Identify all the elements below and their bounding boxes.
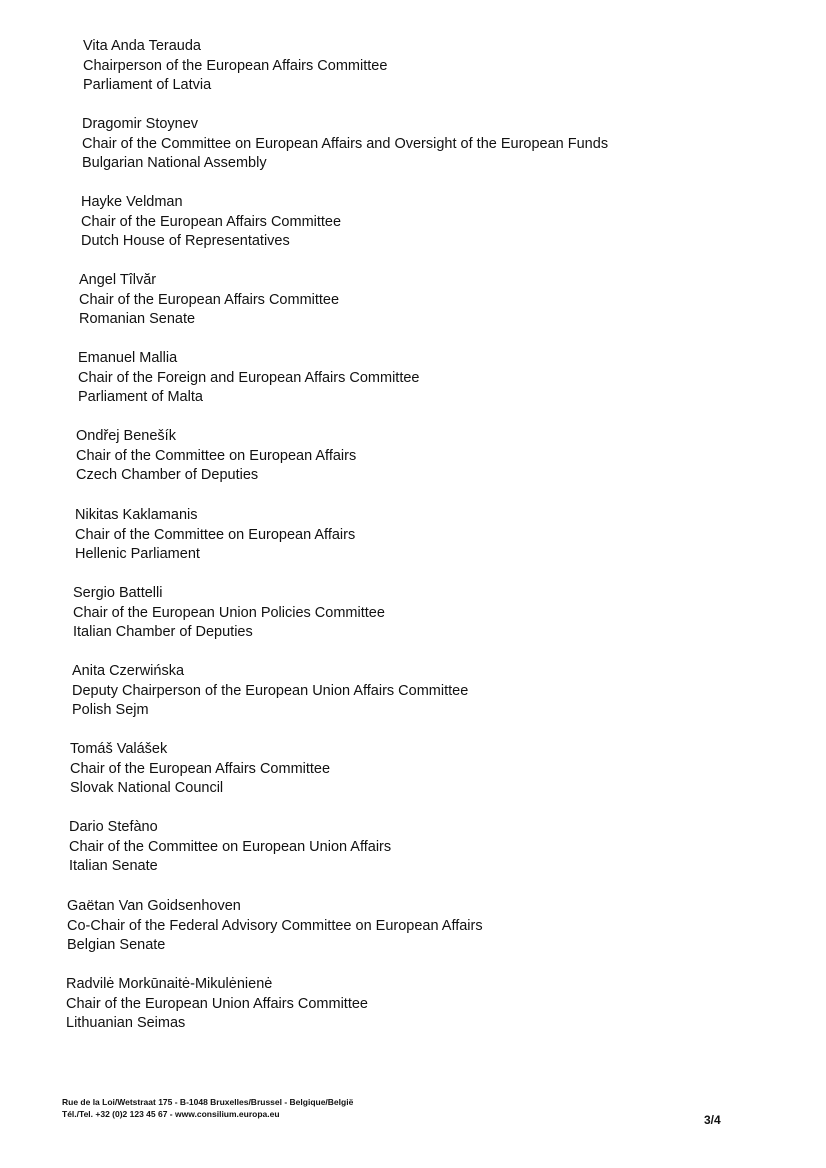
signatory-name: Dario Stefàno [69, 819, 158, 835]
signatory-title: Chair of the European Affairs Committee [70, 760, 331, 777]
signatory-institution: Slovak National Council [70, 780, 224, 796]
signatory-institution: Parliament of Malta [78, 389, 203, 405]
footer-address-line: Rue de la Loi/Wetstraat 175 - B-1048 Bruxelles/Brussel - Belgique/België [62, 1097, 354, 1107]
signatory-entry [82, 115, 608, 174]
signatory-title: Chair of the Committee on European Affairs [75, 526, 356, 543]
signatory-name: Dragomir Stoynev [82, 116, 199, 132]
signatory-entry [78, 349, 419, 408]
signatory-institution: Dutch House of Representatives [81, 233, 290, 249]
signatory-title: Chair of the European Affairs Committee [79, 291, 340, 308]
signatory-name: Gaëtan Van Goidsenhoven [67, 898, 241, 914]
signatory-institution: Italian Chamber of Deputies [73, 624, 253, 640]
signatory-name: Vita Anda Terauda [83, 38, 201, 54]
footer-contact-line: Tél./Tel. +32 (0)2 123 45 67 - www.consilium.europa.eu [62, 1109, 280, 1119]
signatory-institution: Italian Senate [69, 858, 158, 874]
signatory-entry [66, 975, 368, 1034]
signatory-institution: Parliament of Latvia [83, 77, 212, 93]
signatory-title: Chair of the European Union Policies Committee [73, 604, 385, 621]
signatory-title: Chair of the Committee on European Affairs [76, 447, 357, 464]
signatory-title: Chair of the European Affairs Committee [81, 213, 342, 230]
signatory-institution: Belgian Senate [67, 937, 166, 953]
signatory-institution: Romanian Senate [79, 311, 196, 327]
signatory-name: Sergio Battelli [73, 585, 163, 601]
signatory-entry [79, 271, 339, 330]
signatory-title: Chair of the Committee on European Union Affairs [69, 838, 392, 855]
signatory-entry [76, 427, 356, 486]
signatory-institution: Bulgarian National Assembly [82, 155, 267, 171]
signatory-title: Chairperson of the European Affairs Committee [83, 57, 388, 74]
signatory-name: Hayke Veldman [81, 194, 183, 210]
signatory-entry [73, 584, 385, 643]
signatory-institution: Lithuanian Seimas [66, 1015, 186, 1031]
footer-address [62, 1096, 353, 1120]
signatory-title: Co-Chair of the Federal Advisory Committee on European Affairs [67, 917, 483, 934]
signatory-entry [72, 662, 468, 721]
signatory-name: Nikitas Kaklamanis [75, 507, 198, 523]
signatory-name: Tomáš Valášek [70, 741, 168, 757]
signatory-title: Chair of the European Union Affairs Committee [66, 995, 368, 1012]
signatory-entry [75, 506, 355, 565]
signatory-entry [67, 897, 483, 956]
signatory-institution: Hellenic Parliament [75, 546, 200, 562]
signatory-name: Radvilė Morkūnaitė-Mikulėnienė [66, 976, 273, 992]
signatory-entry [81, 193, 341, 252]
signatory-name: Ondřej Benešík [76, 428, 176, 444]
signatory-entry [83, 37, 387, 96]
signatory-title: Chair of the Committee on European Affairs and Oversight of the European Funds [82, 135, 609, 152]
page-number: 3/4 [704, 1113, 721, 1127]
signatory-entry [70, 740, 330, 799]
signatory-name: Emanuel Mallia [78, 350, 178, 366]
signatory-name: Anita Czerwińska [72, 663, 185, 679]
signatory-name: Angel Tîlvăr [79, 272, 157, 288]
signatory-institution: Czech Chamber of Deputies [76, 467, 259, 483]
signatory-entry [69, 818, 391, 877]
signatory-institution: Polish Sejm [72, 702, 149, 718]
signatory-title: Chair of the Foreign and European Affairs Committee [78, 369, 420, 386]
signatory-title: Deputy Chairperson of the European Union Affairs Committee [72, 682, 469, 699]
